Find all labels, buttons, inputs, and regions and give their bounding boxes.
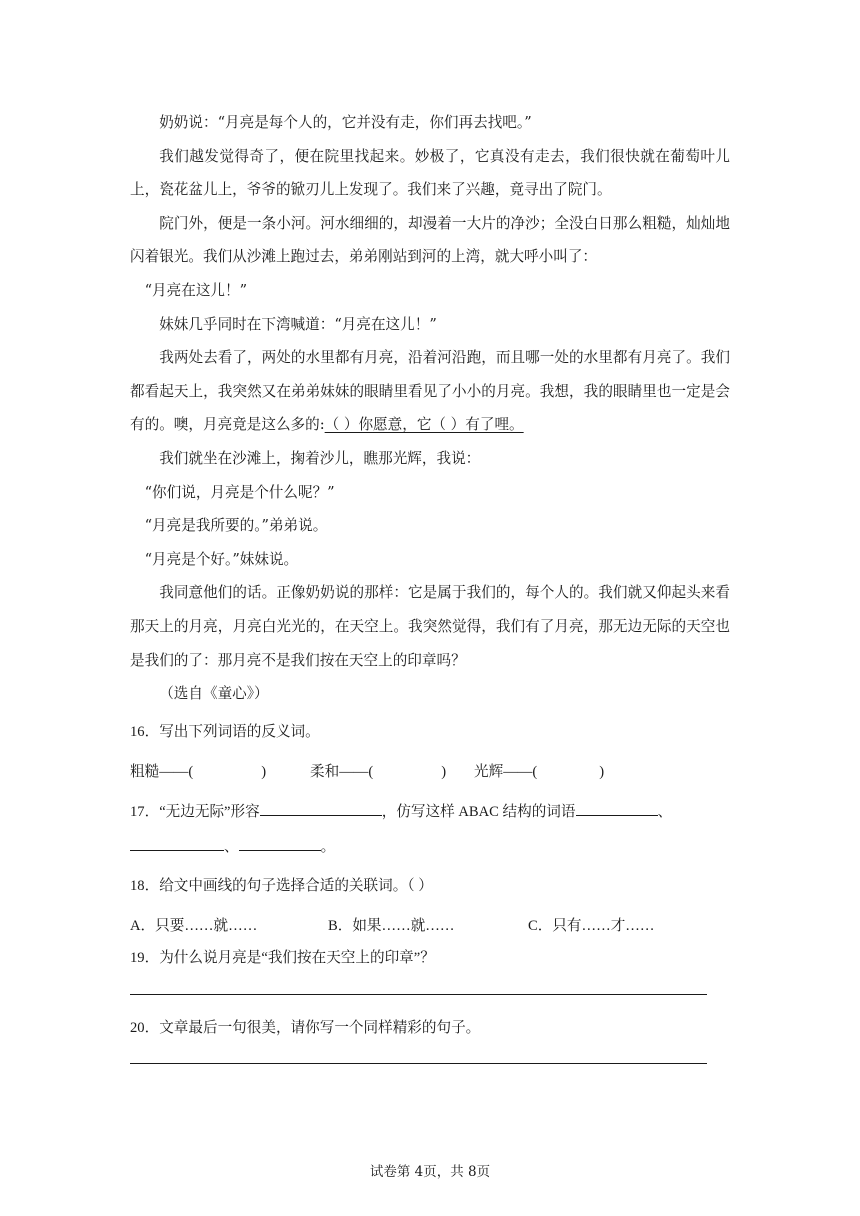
question-19-title: 19．为什么说月亮是“我们按在天空上的印章”？ [130,950,435,966]
question-17-text: 17．“无边无际”形容 [130,804,260,820]
answer-line[interactable] [130,994,707,995]
paragraph-text: 我两处去看了，两处的水里都有月亮，沿着河沿跑，而且哪一处的水里都有月亮了。我们都看起天上，我突然又在弟弟妹妹的眼睛里看见了小小的月亮。我想，我的眼睛里也一定是会有的。噢，月亮竟是这么多的: [130,349,730,434]
paragraph: 我们就坐在沙滩上，掬着沙儿，瞧那光辉，我说： [159,449,481,467]
paragraph: 妹妹几乎同时在下湾喊道：“月亮在这儿！” [159,315,437,333]
answer-blank[interactable] [130,836,224,851]
question-16-items: 粗糙——( ) 柔和——( ) 光辉——( ) [130,764,605,780]
question-17-text: ，仿写这样 ABAC 结构的词语 [381,804,576,820]
paragraph: “月亮是个好。”妹妹说。 [144,550,299,568]
paragraph: “月亮是我所要的。”弟弟说。 [144,517,328,535]
antonym-item: 光辉——( [474,764,538,780]
paragraph: 我同意他们的话。正像奶奶说的那样：它是属于我们的，每个人的。我们就又仰起头来看那天上的月亮，月亮白光光的，在天空上。我突然觉得，我们有了月亮，那无边无际的天空也是我们的了：那月亮不是我们按在天空上的印章吗？ [130,584,730,669]
question-16-title: 16．写出下列词语的反义词。 [130,724,320,740]
answer-blank[interactable] [260,801,382,816]
option-c[interactable]: C．只有……才…… [528,918,655,934]
page-footer: 试卷第 4页，共 8页 [369,1164,491,1180]
antonym-item: 柔和——( [310,764,374,780]
option-b[interactable]: B．如果……就…… [328,918,455,934]
question-18-options [130,914,654,935]
question-18-title: 18．给文中画线的句子选择合适的关联词。（ ） [130,878,433,894]
question-17-continued: 、 。 [130,835,335,856]
underlined-sentence: （ ）你愿意，它（ ）有了哩。 [324,416,524,434]
paragraph: 奶奶说：“月亮是每个人的，它并没有走，你们再去找吧。” [159,114,532,131]
paragraph: “月亮在这儿！” [144,281,248,299]
paragraph-with-underline [130,341,730,442]
paragraph: 我们越发觉得奇了，便在院里找起来。妙极了，它真没有走去，我们很快就在葡萄叶儿上，瓷花盆儿上，爷爷的锨刃儿上发现了。我们来了兴趣，竟寻出了院门。 [130,147,730,199]
reading-passage [130,106,730,711]
paragraph: 院门外，便是一条小河。河水细细的，却漫着一大片的净沙；全没白日那么粗糙，灿灿地闪着银光。我们从沙滩上跑过去，弟弟刚站到河的上湾，就大呼小叫了： [130,214,730,266]
antonym-item: 粗糙——( [130,764,194,780]
answer-blank[interactable] [576,801,658,816]
answer-blank[interactable] [239,836,321,851]
source-citation: （选自《童心》） [159,685,269,703]
paragraph: “你们说，月亮是个什么呢？” [144,483,335,501]
question-20-title: 20．文章最后一句很美，请你写一个同样精彩的句子。 [130,1020,481,1036]
answer-line[interactable] [130,1063,707,1064]
question-17: 17．“无边无际”形容 ，仿写这样 ABAC 结构的词语 、 [130,800,672,821]
option-a[interactable]: A．只要……就…… [130,918,258,934]
